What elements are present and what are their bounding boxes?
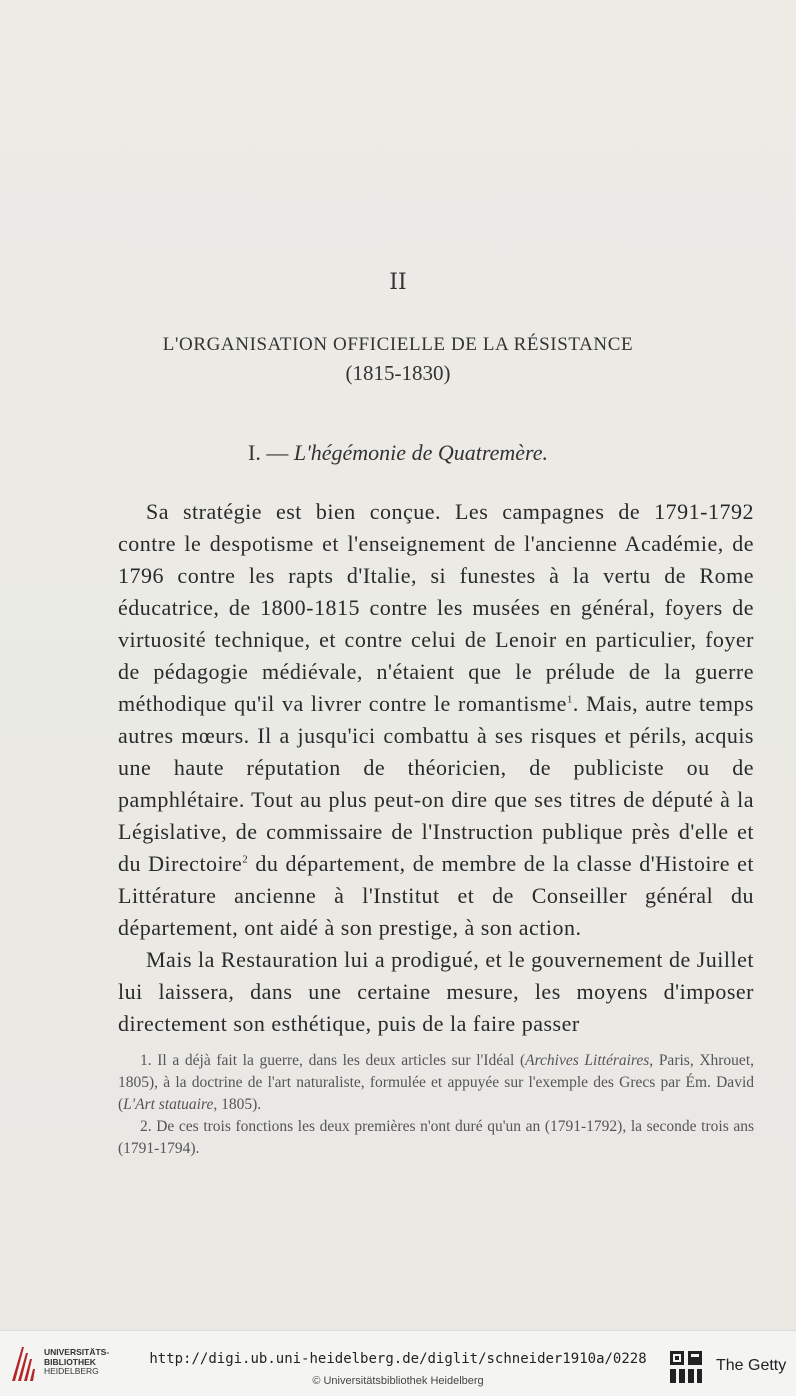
footnote-ref[interactable]: 1 xyxy=(566,693,573,706)
paragraph-text: Sa stratégie est bien conçue. Les campagnes de 1791-1792 contre le despotisme et l'enseignement de l'ancienne Académie, de 1796 contre les rapts d'Italie, si funestes à la vertu de Rome éducatrice, de 1800-1815 contre les musées en général, foyers de virtuosité technique, et contre celui de Lenoir en particulier, foyer de pédagogie médiévale, n'étaient que le prélude de la guerre méthodique qu'il va livrer contre le romantisme xyxy=(118,499,754,716)
paragraph xyxy=(118,496,754,944)
section-prefix: I. — xyxy=(248,440,289,465)
paragraph-text: . Mais, autre temps autres mœurs. Il a jusqu'ici combattu à ses risques et périls, acquis une haute réputation de théoricien, de publiciste ou de pamphlétaire. Tout au plus peut-on dire que ses titres de député à la Législative, de commissaire de l'Instruction publique près d'elle et du Directoire xyxy=(118,691,754,876)
footnotes xyxy=(118,1050,754,1160)
footnote: 1. Il a déjà fait la guerre, dans les deux articles sur l'Idéal (Archives Littéraires, Paris, Xhrouet, 1805), à la doctrine de l'art naturaliste, formulée et appuyée sur l'exemple des Grecs par Ém. David (L'Art statuaire, 1805). xyxy=(118,1052,754,1113)
getty-name: The Getty xyxy=(716,1357,787,1374)
footer-bar xyxy=(0,1330,796,1396)
chapter-years: (1815-1830) xyxy=(345,361,451,385)
chapter-title: L'ORGANISATION OFFICIELLE DE LA RÉSISTANCE xyxy=(162,334,634,355)
footnote: 2. De ces trois fonctions les deux premières n'ont duré qu'un an (1791-1792), la seconde trois ans (1791-1794). xyxy=(118,1118,754,1157)
section-heading xyxy=(0,440,796,466)
copyright-notice: © Universitätsbibliothek Heidelberg xyxy=(312,1375,484,1387)
footnote-ref[interactable]: 2 xyxy=(242,853,249,866)
section-title: L'hégémonie de Quatremère. xyxy=(293,440,548,465)
chapter-number: II xyxy=(389,270,407,295)
getty-logo-icon[interactable] xyxy=(668,1349,706,1387)
permalink-url[interactable]: http://digi.ub.uni-heidelberg.de/diglit/schneider1910a/0228 xyxy=(149,1351,647,1367)
paragraph-text: du département, de membre de la classe d'Histoire et Littérature ancienne à l'Institut et de Conseiller général du département, ont aidé à son prestige, à son action. xyxy=(118,851,754,940)
body-text xyxy=(118,496,754,1040)
library-name: UNIVERSITÄTS- BIBLIOTHEK HEIDELBERG xyxy=(44,1347,110,1376)
paragraph: Mais la Restauration lui a prodigué, et le gouvernement de Juillet lui laissera, dans une certaine mesure, les moyens d'imposer directement son esthétique, puis de la faire passer xyxy=(118,947,754,1036)
